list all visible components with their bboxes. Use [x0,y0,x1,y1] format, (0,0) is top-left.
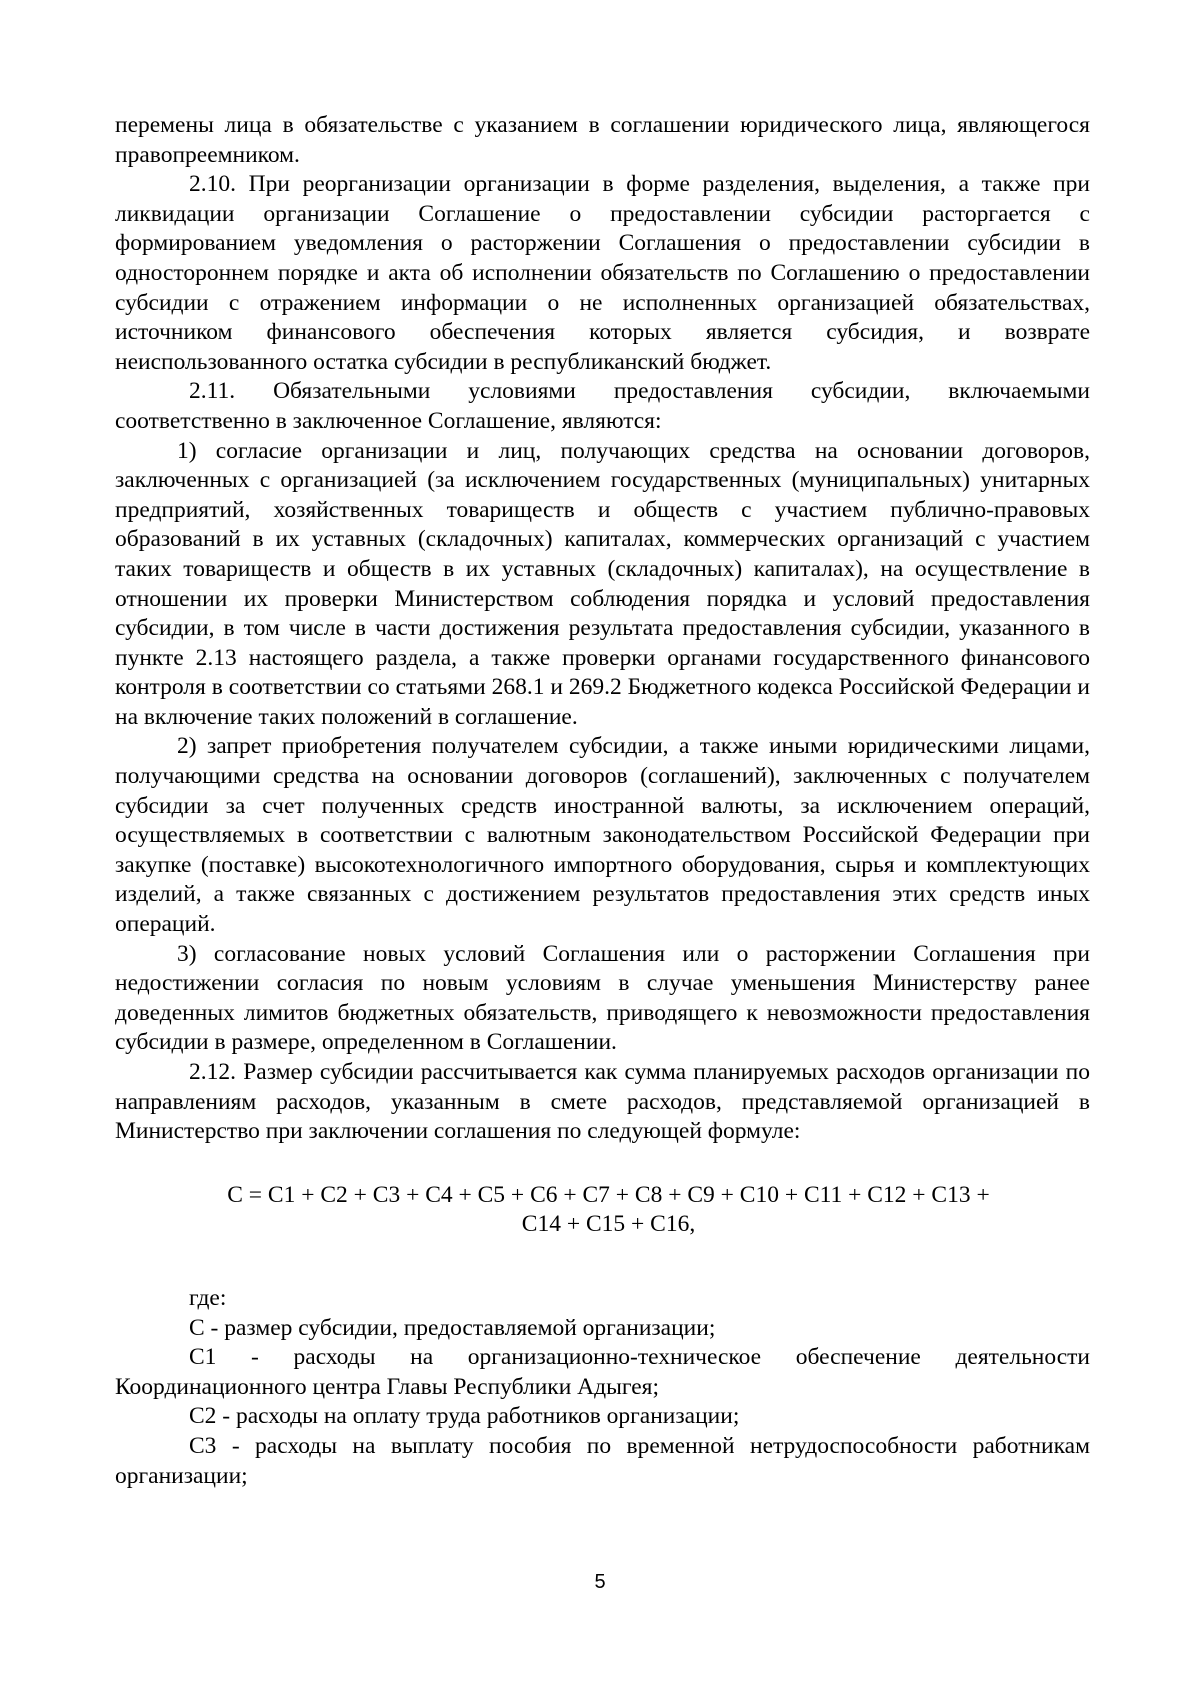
formula-line-2: С14 + С15 + С16, [521,1211,696,1238]
page-number: 5 [594,1571,606,1593]
paragraph-2-10: 2.10. При реорганизации организации в форме разделения, выделения, а также при ликвидации организации Соглашение о предоставлении субсидии расторгается с формированием уведомления о расторжении Соглашения о предоставлении субсидии в одностороннем порядке и акта об исполнении обязательств по Соглашению о предоставлении субсидии с отражением информации о не исполненных организацией обязательствах, источником финансового обеспечения которых является субсидия, и возврате неиспользованного остатка субсидии в республиканский бюджет. [115,171,1090,375]
paragraph-continuation: перемены лица в обязательстве с указанием в соглашении юридического лица, являющегося правопреемником. [115,112,1090,168]
definition-c2: С2 - расходы на оплату труда работников организации; [189,1403,740,1430]
definition-c: С - размер субсидии, предоставляемой организации; [189,1314,716,1341]
definition-c1: С1 - расходы на организационно-техническое обеспечение деятельности Координационного центра Главы Республики Адыгея; [115,1344,1090,1400]
document-page [115,111,1090,1491]
list-item-2: 2) запрет приобретения получателем субсидии, а также иными юридическими лицами, получающими средства на основании договоров (соглашений), заключенных с получателем субсидии за счет полученных средств иностранной валюты, за исключением операций, осуществляемых в соответствии с валютным законодательством Российской Федерации при закупке (поставке) высокотехнологичного импортного оборудования, сырья и комплектующих изделий, а также связанных с достижением результатов предоставления этих средств иных операций. [115,733,1090,938]
list-item-1: 1) согласие организации и лиц, получающих средства на основании договоров, заключенных с организацией (за исключением государственных (муниципальных) унитарных предприятий, хозяйственных товариществ и обществ с участием публично-правовых образований в их уставных (складочных) капиталах, коммерческих организаций с участием таких товариществ и обществ в их уставных (складочных) капиталах), на осуществление в отношении их проверки Министерством соблюдения порядка и условий предоставления субсидии, в том числе в части достижения результата предоставления субсидии, указанного в пункте 2.13 настоящего раздела, а также проверки органами государственного финансового контроля в соответствии со статьями 268.1 и 269.2 Бюджетного кодекса Российской Федерации и на включение таких положений в соглашение. [115,437,1090,730]
list-item-3: 3) согласование новых условий Соглашения или о расторжении Соглашения при недостижении согласия по новым условиям в случае уменьшения Министерству ранее доведенных лимитов бюджетных обязательств, приводящего к невозможности предоставления субсидии в размере, определенном в Соглашении. [115,940,1090,1056]
definition-c3: С3 - расходы на выплату пособия по временной нетрудоспособности работникам организации; [115,1432,1090,1489]
formula-line-1: С = С1 + С2 + С3 + С4 + С5 + С6 + С7 + С8 + С9 + С10 + С11 + С12 + С13 + [227,1181,990,1208]
definition-where: где: [189,1284,227,1311]
paragraph-2-12: 2.12. Размер субсидии рассчитывается как сумма планируемых расходов организации по направлениям расходов, указанным в смете расходов, представляемой организацией в Министерство при заключении соглашения по следующей формуле: [115,1059,1090,1145]
subsidy-formula [115,1181,1090,1240]
paragraph-2-11: 2.11. Обязательными условиями предоставления субсидии, включаемыми соответственно в заключенное Соглашение, являются: [115,378,1090,434]
